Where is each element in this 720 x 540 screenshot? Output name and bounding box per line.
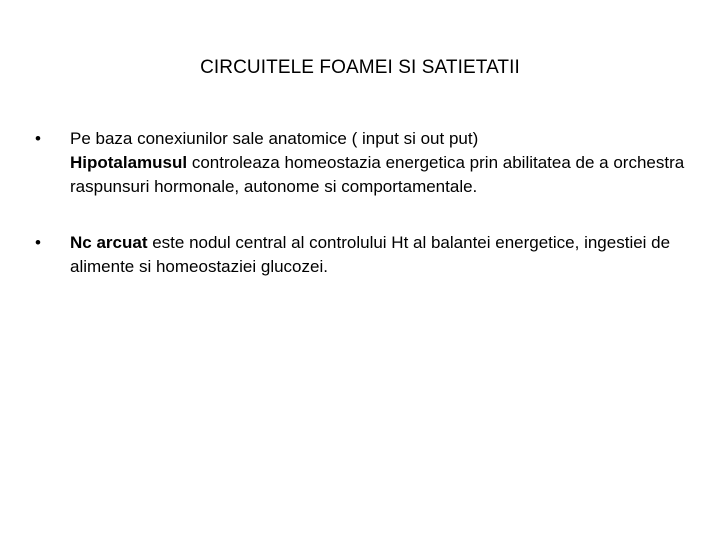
bullet-item-nc-arcuat xyxy=(28,231,698,279)
bullet-bold-term: Nc arcuat xyxy=(70,233,148,252)
bullet-text-body: este nodul central al controlului Ht al balantei energetice, ingestiei de alimente si homeostaziei glucozei. xyxy=(70,233,671,276)
bullet-icon: • xyxy=(35,129,41,148)
slide-title: CIRCUITELE FOAMEI SI SATIETATII xyxy=(200,57,520,78)
bullet-icon: • xyxy=(35,233,41,252)
bullet-item-hipotalamus xyxy=(28,127,698,199)
bullet-text-intro: Pe baza conexiunilor sale anatomice ( input si out put) xyxy=(70,129,479,148)
bullet-text-body: controleaza homeostazia energetica prin abilitatea de a orchestra raspunsuri hormonale, autonome si comportamentale. xyxy=(70,153,685,196)
bullet-list xyxy=(28,127,698,279)
bullet-bold-term: Hipotalamusul xyxy=(70,153,188,172)
